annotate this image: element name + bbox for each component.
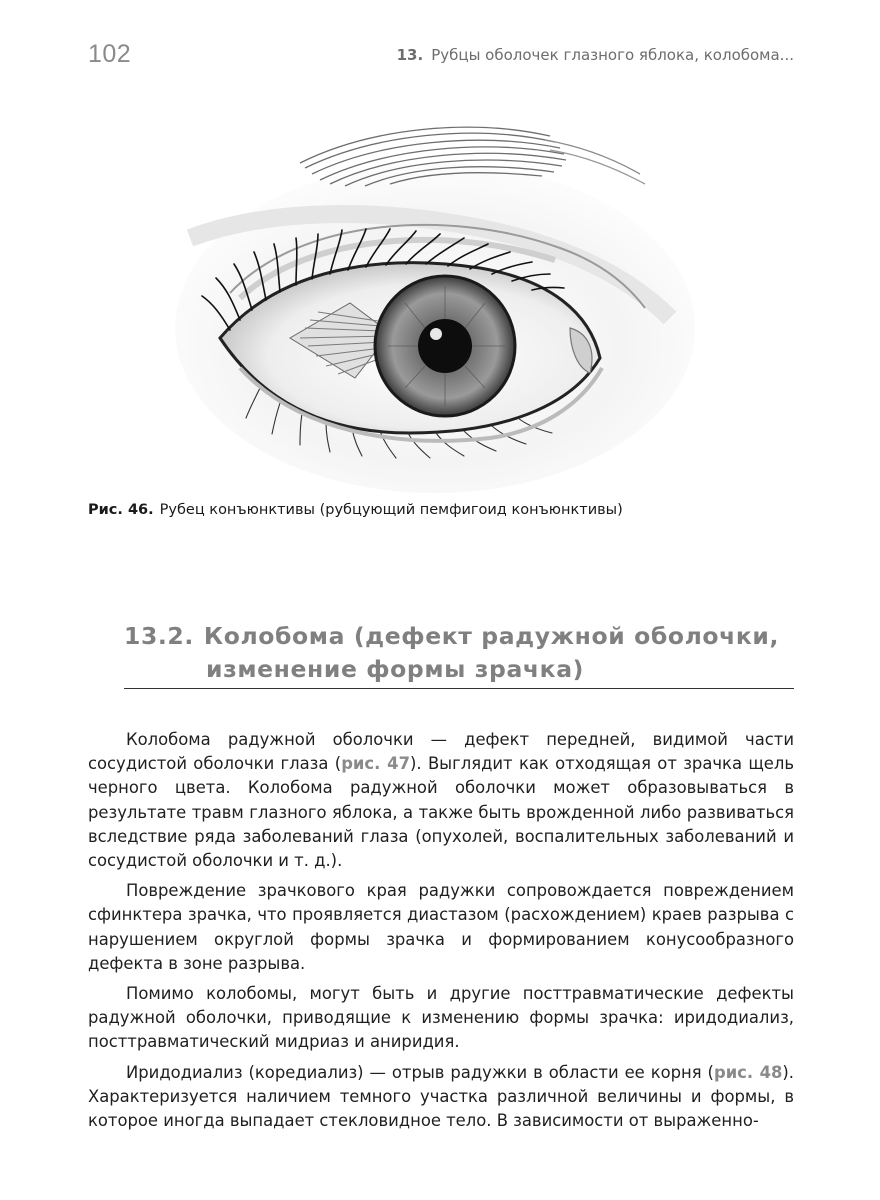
section-heading — [124, 620, 796, 686]
section-number: 13.2. — [124, 622, 194, 650]
paragraph-text: Иридодиализ (коредиализ) — отрыв радужки в области ее корня ( — [126, 1062, 714, 1082]
heading-rule — [124, 688, 794, 689]
running-head — [397, 46, 794, 64]
paragraph-text: ). Характеризуется наличием темного участка различной величины и формы, в которое иногда выпадает стекловидное тело. В зависимости от выраженно- — [88, 1062, 794, 1131]
paragraph-text: Помимо колобомы, могут быть и другие посттравматические дефекты радужной оболочки, приводящие к изменению формы зрачка: иридодиализ, посттравматический мидриаз и аниридия. — [88, 984, 794, 1052]
paragraph — [88, 879, 794, 976]
caption-label: Рис. 46. — [88, 502, 154, 518]
paragraph-text: Повреждение зрачкового края радужки сопровождается повреждением сфинктера зрачка, что проявляется диастазом (расхождением) краев разрыва с нарушением округлой формы зрачка и формированием конусообразного дефекта в зоне разрыва. — [88, 881, 794, 973]
figure-reference[interactable]: рис. 47 — [341, 754, 410, 774]
section-title-line2: изменение формы зрачка) — [206, 655, 585, 683]
figure-caption — [88, 502, 808, 518]
paragraph — [88, 1061, 794, 1134]
body-text — [88, 728, 794, 1139]
page-number: 102 — [88, 40, 132, 68]
figure-reference[interactable]: рис. 48 — [713, 1062, 783, 1082]
paragraph-text: Колобома радужной оболочки — дефект передней, видимой части сосудистой оболочки глаза ( — [88, 730, 794, 774]
eye-illustration — [150, 88, 710, 508]
caption-text: Рубец конъюнктивы (рубцующий пемфигоид конъюнктивы) — [159, 502, 623, 518]
chapter-number: 13. — [396, 46, 424, 64]
paragraph — [88, 728, 794, 873]
paragraph — [88, 982, 794, 1055]
paragraph-text: ). Выглядит как отходящая от зрачка щель черного цвета. Колобома радужной оболочки может образовываться в результате травм глазного яблока, а также быть врожденной либо развиваться вследствие ряда заболеваний глаза (опухолей, воспалительных заболеваний и сосудистой оболочки и т. д.). — [88, 754, 794, 871]
pupil — [418, 319, 472, 373]
chapter-title: Рубцы оболочек глазного яблока, колобома... — [431, 46, 794, 64]
section-title-line1: Колобома (дефект радужной оболочки, — [203, 622, 780, 650]
